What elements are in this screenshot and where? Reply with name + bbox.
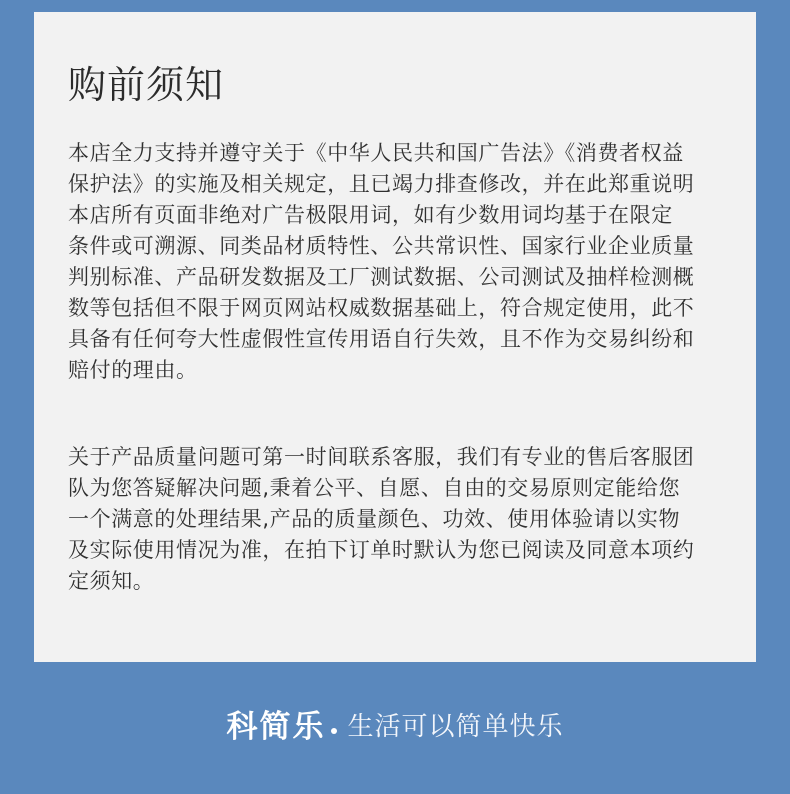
notice-title: 购前须知 (68, 63, 225, 107)
after-sales-paragraph (68, 442, 736, 597)
brand-slogan: 生活可以简单快乐 (347, 712, 564, 742)
paragraph-line: 一个满意的处理结果,产品的质量颜色、功效、使用体验请以实物 (68, 507, 681, 531)
paragraph-line: 关于产品质量问题可第一时间联系客服，我们有专业的售后客服团 (68, 445, 695, 469)
paragraph-line: 赔付的理由。 (68, 358, 198, 382)
paragraph-line: 本店所有页面非绝对广告极限用词，如有少数用词均基于在限定 (68, 203, 673, 227)
legal-statement-paragraph (68, 138, 736, 386)
paragraph-line: 数等包括但不限于网页网站权威数据基础上，符合规定使用，此不 (68, 296, 695, 320)
paragraph-line: 具备有任何夸大性虚假性宣传用语自行失效，且不作为交易纠纷和 (68, 327, 695, 351)
paragraph-line: 队为您答疑解决问题,秉着公平、自愿、自由的交易原则定能给您 (68, 476, 681, 500)
notice-card (34, 12, 756, 662)
paragraph-line: 定须知。 (68, 569, 155, 593)
separator-dot-icon (331, 728, 337, 734)
paragraph-line: 判别标准、产品研发数据及工厂测试数据、公司测试及抽样检测概 (68, 265, 695, 289)
paragraph-line: 条件或可溯源、同类品材质特性、公共常识性、国家行业企业质量 (68, 234, 695, 258)
paragraph-line: 及实际使用情况为准，在拍下订单时默认为您已阅读及同意本项约 (68, 538, 695, 562)
brand-name: 科简乐 (226, 709, 326, 745)
paragraph-line: 本店全力支持并遵守关于《中华人民共和国广告法》《消费者权益 (68, 141, 684, 165)
paragraph-line: 保护法》的实施及相关规定，且已竭力排查修改，并在此郑重说明 (68, 172, 695, 196)
brand-footer (0, 700, 790, 754)
